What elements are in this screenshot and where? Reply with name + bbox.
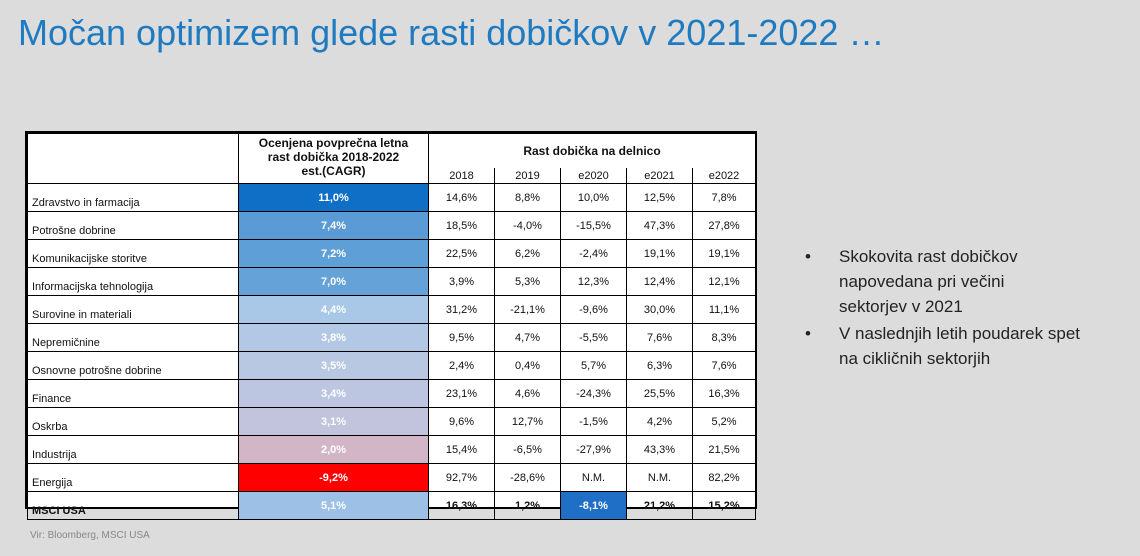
growth-value: -9,6% [561,296,627,324]
year-header: e2022 [693,168,756,184]
growth-value: 4,7% [495,324,561,352]
bullet-text-line: Skokovita rast dobičkov [839,247,1018,266]
growth-value: 10,0% [561,184,627,212]
table-row [28,380,756,408]
cagr-header-line-3: est.(CAGR) [301,164,366,178]
growth-value: 19,1% [627,240,693,268]
growth-value: 16,3% [429,492,495,520]
growth-value: 43,3% [627,436,693,464]
growth-value: -28,6% [495,464,561,492]
cagr-header-line-1: Ocenjena povprečna letna [258,136,409,150]
growth-value: 0,4% [495,352,561,380]
table-row [28,352,756,380]
growth-value: 27,8% [693,212,756,240]
growth-value: 5,3% [495,268,561,296]
growth-value: 4,2% [627,408,693,436]
growth-value: 21,5% [693,436,756,464]
growth-value: 7,6% [627,324,693,352]
bullet-icon: • [805,247,811,266]
sector-name: Finance [28,380,239,408]
earnings-table [25,131,757,517]
bullet-item [805,244,1135,319]
growth-value: N.M. [627,464,693,492]
table-row [28,240,756,268]
growth-value: 23,1% [429,380,495,408]
growth-value: -8,1% [561,492,627,520]
growth-value: 47,3% [627,212,693,240]
cagr-value: 3,4% [239,380,429,408]
growth-value: 31,2% [429,296,495,324]
growth-value: 6,3% [627,352,693,380]
header-blank-cell [28,134,239,184]
growth-value: 15,4% [429,436,495,464]
sector-name: Komunikacijske storitve [28,240,239,268]
growth-value: 4,6% [495,380,561,408]
source-note: Vir: Bloomberg, MSCI USA [30,530,150,541]
bullet-text-line: na cikličnih sektorjih [839,349,991,368]
cagr-value: 2,0% [239,436,429,464]
growth-value: N.M. [561,464,627,492]
bullet-text-line: sektorjev v 2021 [839,297,963,316]
growth-value: 12,3% [561,268,627,296]
growth-value: 1,2% [495,492,561,520]
sector-name: MSCI USA [28,492,239,520]
cagr-value: 4,4% [239,296,429,324]
bullet-icon: • [805,324,811,343]
growth-value: 9,5% [429,324,495,352]
growth-value: 12,4% [627,268,693,296]
growth-value: 9,6% [429,408,495,436]
cagr-value: 7,2% [239,240,429,268]
growth-value: -6,5% [495,436,561,464]
growth-value: 15,2% [693,492,756,520]
bullet-item [805,321,1135,371]
sector-name: Oskrba [28,408,239,436]
growth-value: -21,1% [495,296,561,324]
cagr-value: 7,4% [239,212,429,240]
growth-value: 82,2% [693,464,756,492]
earnings-table-grid [27,133,756,520]
growth-value: -24,3% [561,380,627,408]
table-row [28,212,756,240]
sector-name: Energija [28,464,239,492]
growth-value: 12,1% [693,268,756,296]
cagr-value: 3,8% [239,324,429,352]
cagr-value: 5,1% [239,492,429,520]
growth-value: 30,0% [627,296,693,324]
table-row [28,436,756,464]
growth-value: -4,0% [495,212,561,240]
year-header: e2020 [561,168,627,184]
year-header: 2019 [495,168,561,184]
cagr-value: 11,0% [239,184,429,212]
total-row [28,492,756,520]
sector-name: Zdravstvo in farmacija [28,184,239,212]
growth-value: 2,4% [429,352,495,380]
growth-value: 6,2% [495,240,561,268]
table-row [28,464,756,492]
growth-value: 92,7% [429,464,495,492]
growth-value: 12,7% [495,408,561,436]
sector-name: Surovine in materiali [28,296,239,324]
growth-value: 7,8% [693,184,756,212]
sector-name: Osnovne potrošne dobrine [28,352,239,380]
sector-name: Nepremičnine [28,324,239,352]
cagr-value: 3,1% [239,408,429,436]
growth-value: 8,3% [693,324,756,352]
cagr-value: 7,0% [239,268,429,296]
growth-value: 18,5% [429,212,495,240]
growth-value: 11,1% [693,296,756,324]
sector-name: Industrija [28,436,239,464]
growth-value: 19,1% [693,240,756,268]
growth-value: 5,2% [693,408,756,436]
growth-value: 5,7% [561,352,627,380]
year-header: e2021 [627,168,693,184]
growth-value: 12,5% [627,184,693,212]
growth-value: 25,5% [627,380,693,408]
growth-value: 21,2% [627,492,693,520]
growth-value: 3,9% [429,268,495,296]
page-title: Močan optimizem glede rasti dobičkov v 2021-2022 … [18,12,885,53]
growth-value: 22,5% [429,240,495,268]
table-row [28,268,756,296]
growth-value: -15,5% [561,212,627,240]
cagr-header [239,134,429,184]
sector-name: Informacijska tehnologija [28,268,239,296]
cagr-header-line-2: rast dobička 2018-2022 [267,150,400,164]
eps-growth-header: Rast dobička na delnico [429,134,756,169]
growth-value: 14,6% [429,184,495,212]
growth-value: -2,4% [561,240,627,268]
sector-name: Potrošne dobrine [28,212,239,240]
growth-value: 16,3% [693,380,756,408]
growth-value: -1,5% [561,408,627,436]
growth-value: -5,5% [561,324,627,352]
cagr-value: 3,5% [239,352,429,380]
bullet-text-line: napovedana pri večini [839,272,1005,291]
table-row [28,408,756,436]
growth-value: -27,9% [561,436,627,464]
bullet-list [805,244,1135,373]
table-row [28,184,756,212]
growth-value: 8,8% [495,184,561,212]
cagr-value: -9,2% [239,464,429,492]
bullet-text-line: V naslednjih letih poudarek spet [839,324,1080,343]
year-header: 2018 [429,168,495,184]
table-row [28,324,756,352]
growth-value: 7,6% [693,352,756,380]
table-row [28,296,756,324]
